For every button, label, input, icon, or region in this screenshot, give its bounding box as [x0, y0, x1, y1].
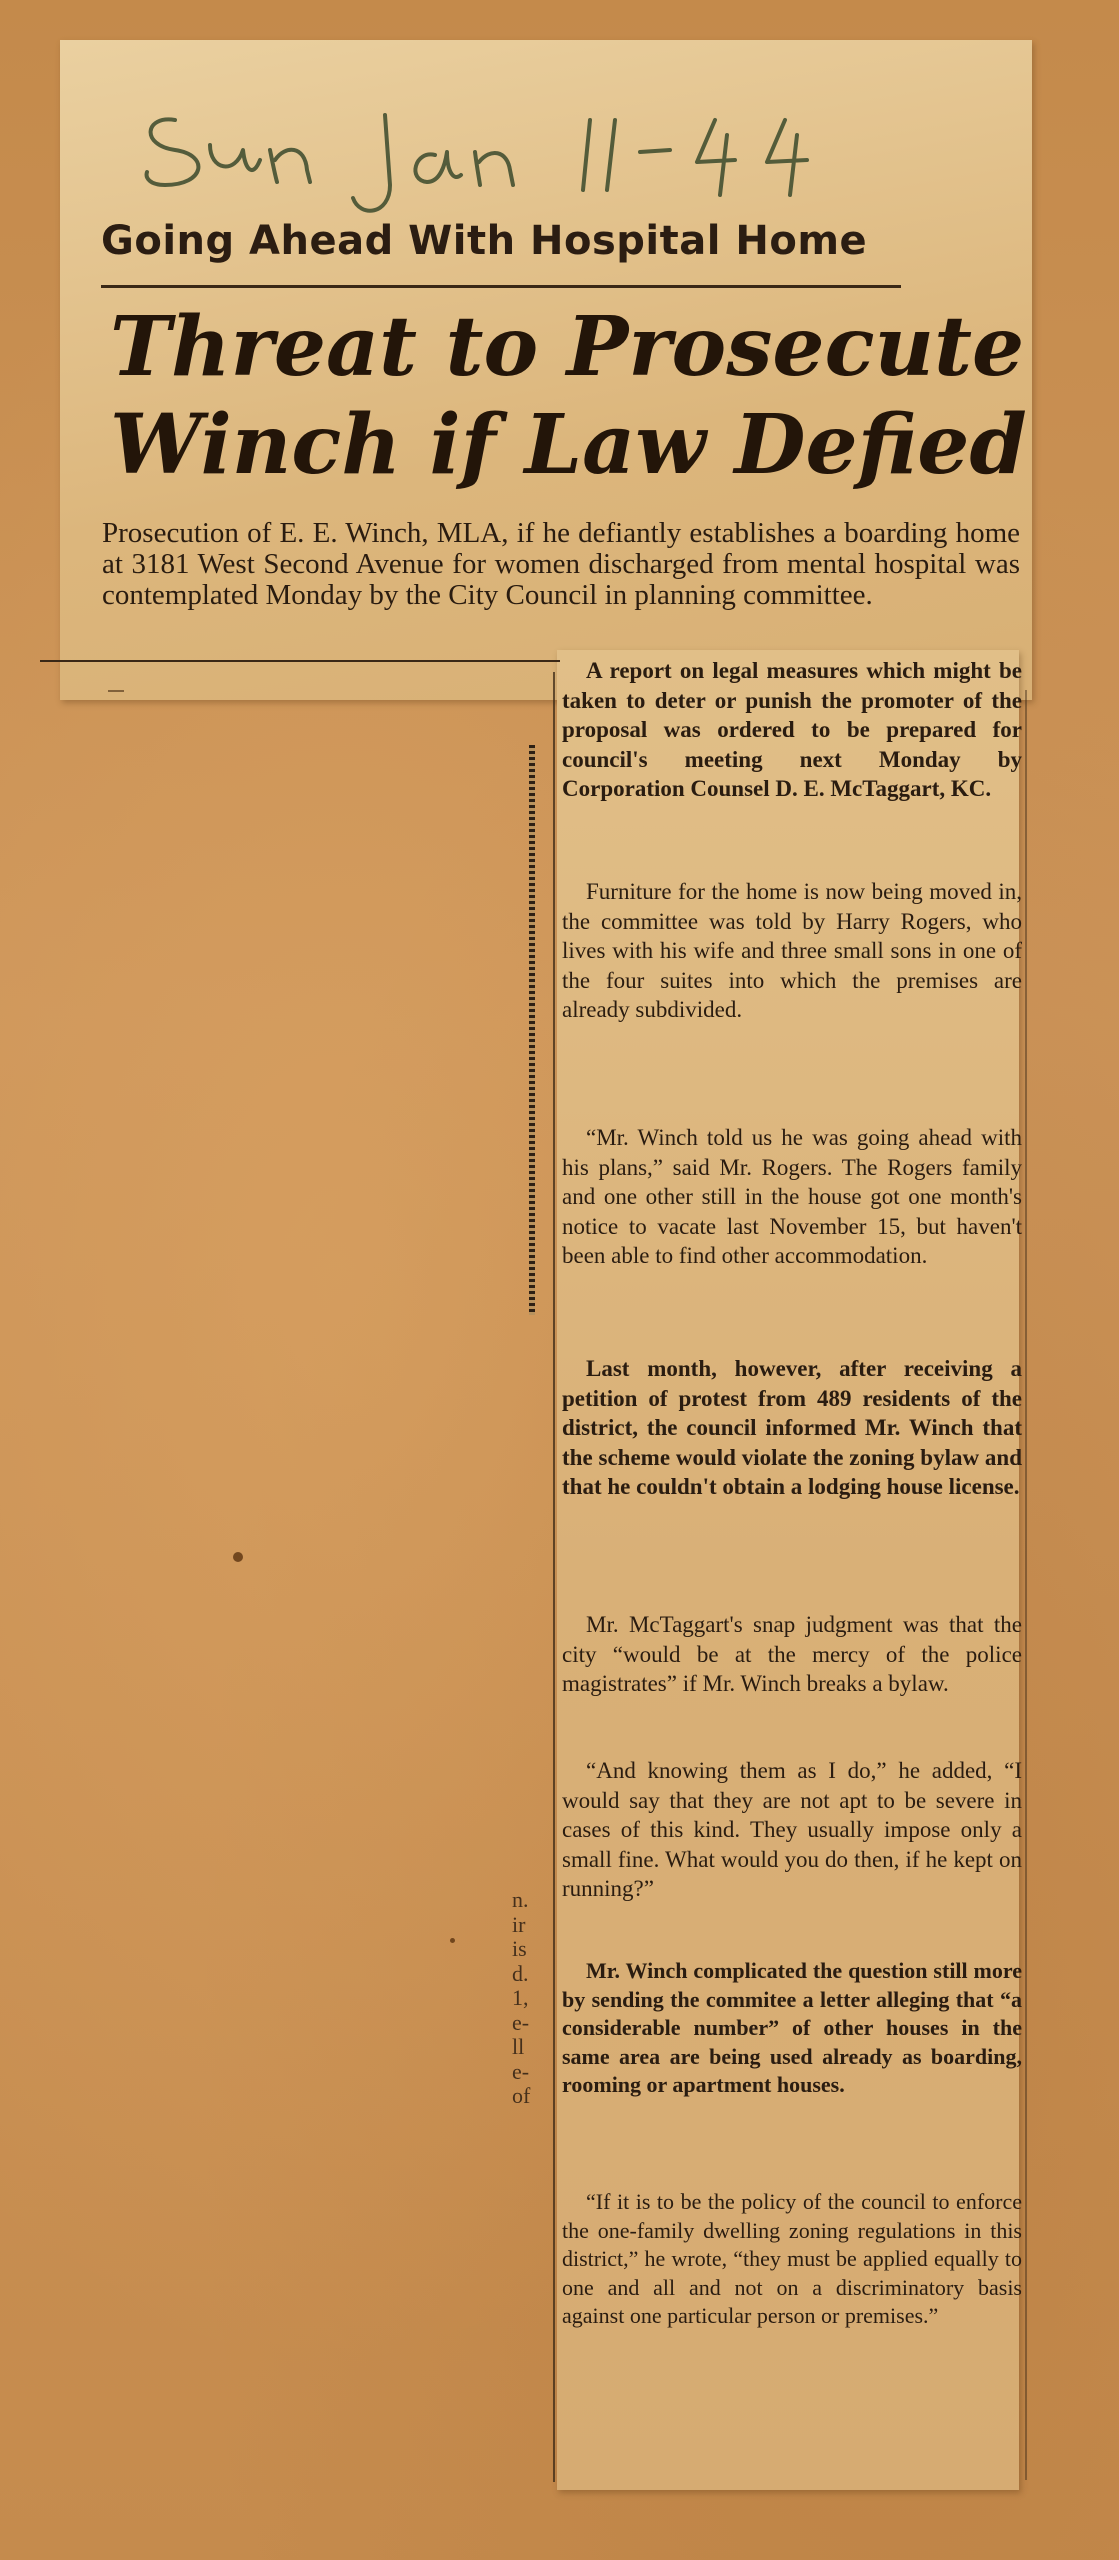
fragment-text: e- [512, 2009, 530, 2035]
article-paragraph: Mr. Winch complicated the question still more by sending the commitee a letter alleging that “a considerable number” of other houses in the same area are being used already as boarding, rooming or apartment houses. [562, 1958, 1022, 2097]
adjacent-column-fragments [512, 1888, 530, 2109]
fragment-text: n. [512, 1887, 529, 1912]
fragment-text: is [512, 1936, 527, 1961]
handwritten-date-drawing [135, 90, 835, 230]
fragment-text: ll [512, 2034, 525, 2059]
article-paragraph: Last month, however, after receiving a petition of protest from 489 residents of the district, the council informed Mr. Winch that the scheme would violate the zoning bylaw and that he couldn't obtain a lodging house license. [562, 1356, 1022, 1499]
handwritten-date-text: Sun Jan 11-44 [135, 90, 143, 91]
fragment-text: d. [512, 1960, 529, 1986]
article-paragraph: Furniture for the home is now being moved in, the committee was told by Harry Rogers, who lives with his wife and three small sons in one of the four suites into which the premises are already subdivided. [562, 879, 1022, 1022]
headline [110, 298, 1030, 494]
paper-stain [233, 1552, 243, 1562]
article-paragraph: Mr. McTaggart's snap judgment was that the city “would be at the mercy of the police magistrates” if Mr. Winch breaks a bylaw. [562, 1612, 1022, 1696]
column-rule-left [553, 672, 555, 2482]
headline-line-2: Winch if Law Defied [110, 397, 1027, 493]
article-paragraph: “Mr. Winch told us he was going ahead with his plans,” said Mr. Rogers. The Rogers family and one other still in the house got one month's notice to vacate last November 15, but haven't been able to find other accommodation. [562, 1125, 1022, 1268]
deck-paragraph: Prosecution of E. E. Winch, MLA, if he defiantly establishes a boarding home at 3181 West Second Avenue for women discharged from mental hospital was contemplated Monday by the City Council in planning committee. [102, 517, 1020, 611]
headline-line-1: Threat to Prosecute [110, 299, 1025, 395]
kicker-headline: Going Ahead With Hospital Home [101, 218, 868, 264]
dotted-column-rule [529, 745, 535, 1315]
article-paragraph: “If it is to be the policy of the council to enforce the one-family dwelling zoning regulations in this district,” he wrote, “they must be applied equally to one and all and not on a discriminatory basis against one particular person or premises.” [562, 2189, 1022, 2328]
article-paragraph: “And knowing them as I do,” he added, “I would say that they are not apt to be severe in cases of this kind. They usually impose only a small fine. What would you do then, if he kept on running?” [562, 1758, 1022, 1901]
fragment-text: of [512, 2083, 531, 2108]
article-column [562, 650, 1022, 2443]
kicker-rule [101, 285, 901, 288]
fragment-text: ir [512, 1911, 526, 1937]
paper-stain [450, 1938, 455, 1943]
deck-rule [40, 660, 560, 662]
article-paragraph: A report on legal measures which might be taken to deter or punish the promoter of the proposal was ordered to be prepared for council's meeting next Monday by Corporation Counsel D. E. McTaggart, KC. [562, 658, 1022, 801]
paper-mark [108, 690, 124, 692]
column-rule-right [1025, 690, 1027, 2480]
fragment-text: e- [512, 2058, 530, 2084]
fragment-text: 1, [512, 1985, 529, 2010]
